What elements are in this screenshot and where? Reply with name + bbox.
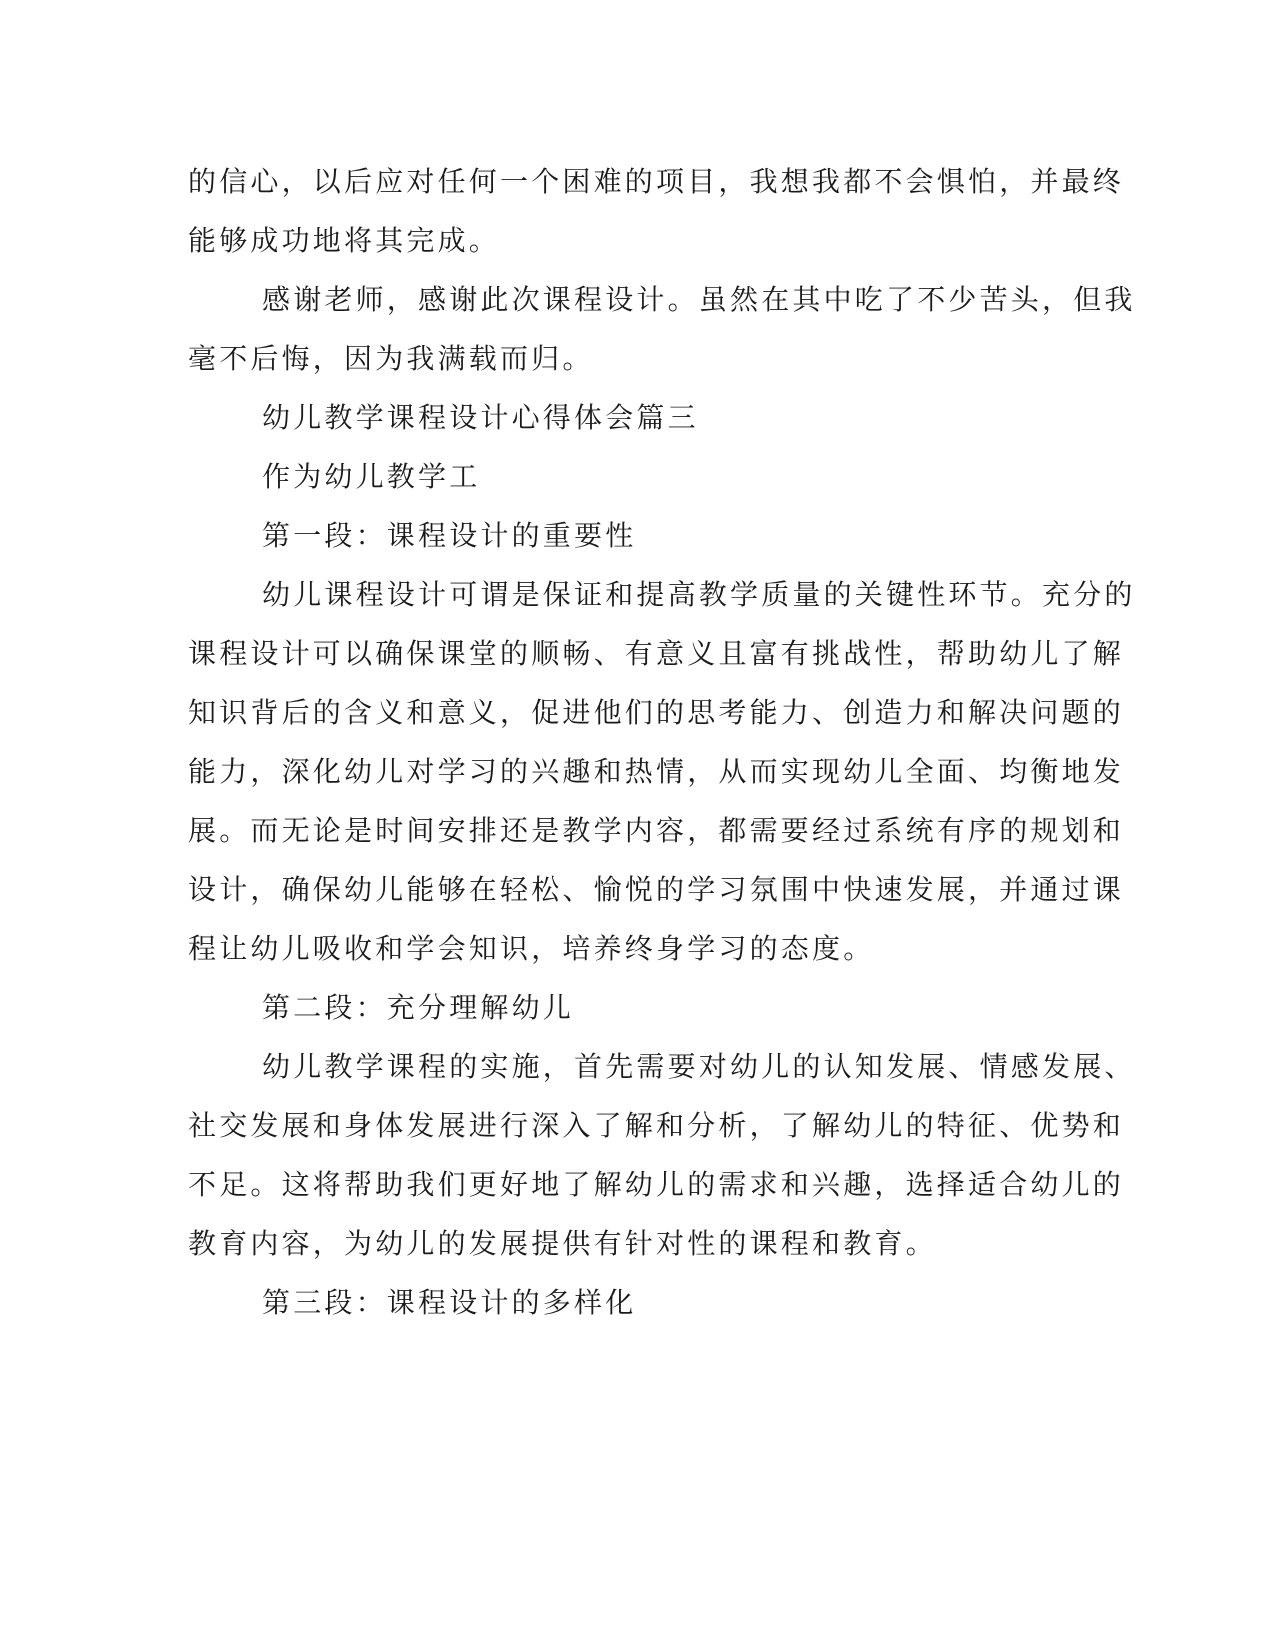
text-line: 展。而无论是时间安排还是教学内容，都需要经过系统有序的规划和	[188, 814, 1125, 847]
text-line: 幼儿教学课程的实施，首先需要对幼儿的认知发展、情感发展、	[262, 1050, 1136, 1083]
text-line: 能力，深化幼儿对学习的兴趣和热情，从而实现幼儿全面、均衡地发	[188, 755, 1125, 788]
text-line: 知识背后的含义和意义，促进他们的思考能力、创造力和解决问题的	[188, 696, 1125, 729]
text-line: 设计，确保幼儿能够在轻松、愉悦的学习氛围中快速发展，并通过课	[188, 873, 1125, 906]
text-line: 作为幼儿教学工	[262, 460, 481, 493]
section-heading: 第一段：课程设计的重要性	[262, 519, 637, 552]
text-line: 毫不后悔，因为我满载而归。	[188, 342, 594, 375]
text-line: 能够成功地将其完成。	[188, 224, 501, 257]
text-line: 课程设计可以确保课堂的顺畅、有意义且富有挑战性，帮助幼儿了解	[188, 637, 1125, 670]
text-line: 社交发展和身体发展进行深入了解和分析，了解幼儿的特征、优势和	[188, 1109, 1125, 1142]
section-heading: 第三段：课程设计的多样化	[262, 1286, 637, 1319]
text-line: 程让幼儿吸收和学会知识，培养终身学习的态度。	[188, 932, 875, 965]
text-line: 教育内容，为幼儿的发展提供有针对性的课程和教育。	[188, 1227, 937, 1260]
text-line: 感谢老师，感谢此次课程设计。虽然在其中吃了不少苦头，但我	[262, 283, 1136, 316]
text-line: 的信心，以后应对任何一个困难的项目，我想我都不会惧怕，并最终	[188, 165, 1125, 198]
section-heading: 第二段：充分理解幼儿	[262, 991, 575, 1024]
text-line: 幼儿课程设计可谓是保证和提高教学质量的关键性环节。充分的	[262, 578, 1136, 611]
text-line: 不足。这将帮助我们更好地了解幼儿的需求和兴趣，选择适合幼儿的	[188, 1168, 1125, 1201]
section-heading: 幼儿教学课程设计心得体会篇三	[262, 401, 699, 434]
